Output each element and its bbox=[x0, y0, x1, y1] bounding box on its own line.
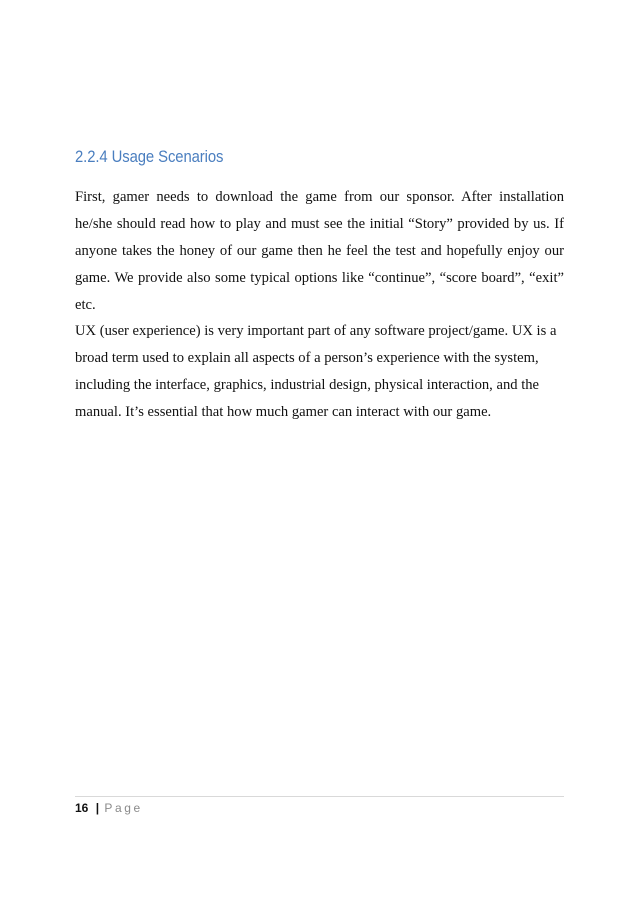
paragraph-line: UX (user experience) is very important part of any software project/game. UX is a bbox=[75, 323, 557, 339]
paragraph-line: broad term used to explain all aspects of a person’s experience with the system, bbox=[75, 350, 539, 366]
page-footer bbox=[75, 801, 143, 815]
paragraph-line: First, gamer needs to download the game from our sponsor. After installation bbox=[75, 189, 564, 205]
footer-divider bbox=[75, 796, 564, 797]
paragraph-line: game. We provide also some typical options like “continue”, “score board”, “exit” bbox=[75, 270, 564, 286]
page-label: Page bbox=[104, 801, 143, 815]
paragraph-line: etc. bbox=[75, 297, 96, 313]
paragraph-usage bbox=[75, 184, 564, 319]
page-number: 16 bbox=[75, 801, 89, 815]
footer-separator: | bbox=[95, 801, 100, 815]
paragraph-line: including the interface, graphics, industrial design, physical interaction, and the bbox=[75, 377, 540, 393]
section-heading: 2.2.4 Usage Scenarios bbox=[75, 148, 224, 166]
paragraph-line: manual. It’s essential that how much gamer can interact with our game. bbox=[75, 404, 492, 420]
paragraph-line: anyone takes the honey of our game then he feel the test and hopefully enjoy our bbox=[75, 243, 564, 259]
paragraph-line: he/she should read how to play and must see the initial “Story” provided by us. If bbox=[75, 216, 564, 232]
paragraph-ux bbox=[75, 318, 564, 426]
